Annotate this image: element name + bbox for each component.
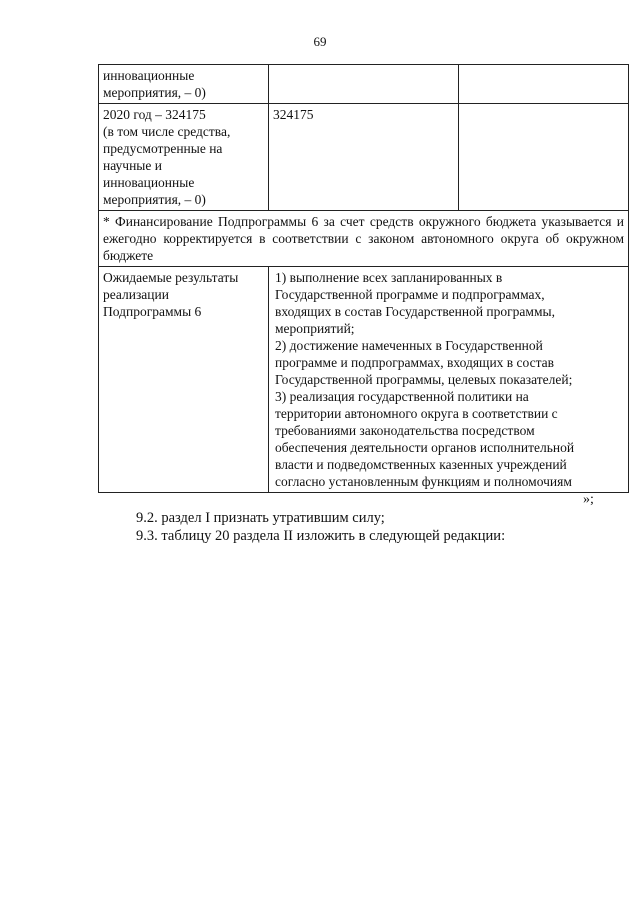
table-cell: 2020 год – 324175 (в том числе средства, предусмотренные на научные и инновационные мероприятия, – 0) <box>99 104 269 211</box>
table-cell <box>459 104 629 211</box>
paragraph-9-2: 9.2. раздел I признать утратившим силу; <box>136 510 385 526</box>
table-cell: 324175 <box>269 104 459 211</box>
table-row <box>99 65 629 104</box>
results-label: Ожидаемые результаты реализации Подпрограммы 6 <box>99 267 269 493</box>
table-row <box>99 267 629 493</box>
program-table <box>98 64 629 493</box>
financing-footnote: * Финансирование Подпрограммы 6 за счет средств окружного бюджета указывается и ежегодно корректируется в соответствии с законом автономного округа об окружном бюджете <box>99 211 629 267</box>
results-text: 1) выполнение всех запланированных в Государственной программе и подпрограммах, входящих в состав Государственной программы, мероприятий; 2) достижение намеченных в Государственной программе и подпрограммах, входящих в состав Государственной программы, целевых показателей; 3) реализация государственной политики на территории автономного округа в соответствии с требованиями законодательства посредством обеспечения деятельности органов исполнительной власти и подведомственных казенных учреждений согласно установленным функциям и полномочиям <box>269 267 629 493</box>
table-cell <box>269 65 459 104</box>
table-cell <box>459 65 629 104</box>
table-row <box>99 104 629 211</box>
table-cell: инновационные мероприятия, – 0) <box>99 65 269 104</box>
closing-quote: »; <box>583 492 594 507</box>
paragraph-9-3: 9.3. таблицу 20 раздела II изложить в следующей редакции: <box>136 528 506 544</box>
table-row <box>99 211 629 267</box>
page-number: 69 <box>313 34 327 49</box>
